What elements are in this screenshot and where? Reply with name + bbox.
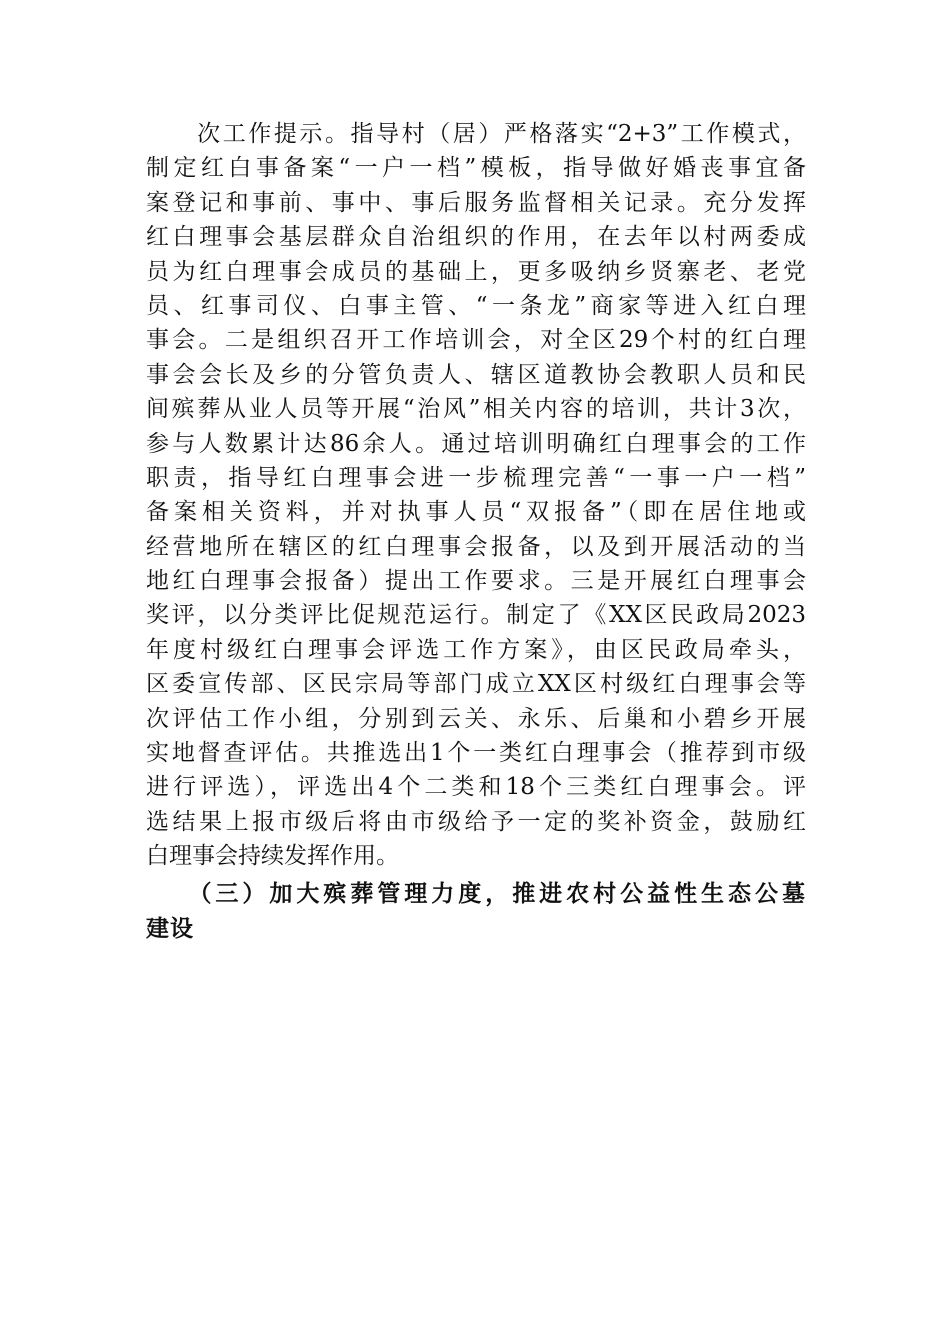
paragraph-line: 奖评，以分类评比促规范运行。制定了《XX区民政局2023	[146, 602, 806, 629]
paragraph-line: 职责，指导红白理事会进一步梳理完善“一事一户一档”	[146, 464, 806, 491]
paragraph-line: 员为红白理事会成员的基础上，更多吸纳乡贤寨老、老党	[146, 258, 806, 285]
section-heading-line: （三）加大殡葬管理力度，推进农村公益性生态公墓	[146, 879, 806, 907]
paragraph-line: 事会。二是组织召开工作培训会，对全区29个村的红白理	[146, 327, 806, 354]
paragraph-line: 区委宣传部、区民宗局等部门成立XX区村级红白理事会等	[146, 671, 806, 698]
paragraph-line: 事会会长及乡的分管负责人、辖区道教协会教职人员和民	[146, 361, 806, 388]
paragraph-line: 年度村级红白理事会评选工作方案》，由区民政局牵头，	[146, 636, 806, 663]
paragraph-line: 间殡葬从业人员等开展“治风”相关内容的培训，共计3次，	[146, 396, 806, 423]
paragraph-line: 经营地所在辖区的红白理事会报备，以及到开展活动的当	[146, 533, 806, 560]
paragraph-line: 进行评选），评选出4个二类和18个三类红白理事会。评	[146, 774, 806, 801]
paragraph-line: 选结果上报市级后将由市级给予一定的奖补资金，鼓励红	[146, 808, 806, 835]
paragraph-line: 参与人数累计达86余人。通过培训明确红白理事会的工作	[146, 430, 806, 457]
paragraph-line: 红白理事会基层群众自治组织的作用，在去年以村两委成	[146, 224, 806, 251]
section-heading-line: 建设	[146, 914, 194, 942]
paragraph-line: 地红白理事会报备）提出工作要求。三是开展红白理事会	[146, 568, 806, 595]
paragraph-line: 员、红事司仪、白事主管、“一条龙”商家等进入红白理	[146, 292, 806, 319]
paragraph-line: 备案相关资料，并对执事人员“双报备”（即在居住地或	[146, 499, 806, 526]
paragraph-line: 制定红白事备案“一户一档”模板，指导做好婚丧事宜备	[146, 155, 806, 182]
paragraph-line: 案登记和事前、事中、事后服务监督相关记录。充分发挥	[146, 189, 806, 216]
paragraph-line: 白理事会持续发挥作用。	[146, 843, 399, 870]
paragraph-line: 次评估工作小组，分别到云关、永乐、后巢和小碧乡开展	[146, 705, 806, 732]
paragraph-line: 实地督查评估。共推选出1个一类红白理事会（推荐到市级	[146, 740, 806, 767]
paragraph-line: 次工作提示。指导村（居）严格落实“2+3”工作模式，	[146, 121, 806, 147]
body-text	[146, 117, 806, 946]
